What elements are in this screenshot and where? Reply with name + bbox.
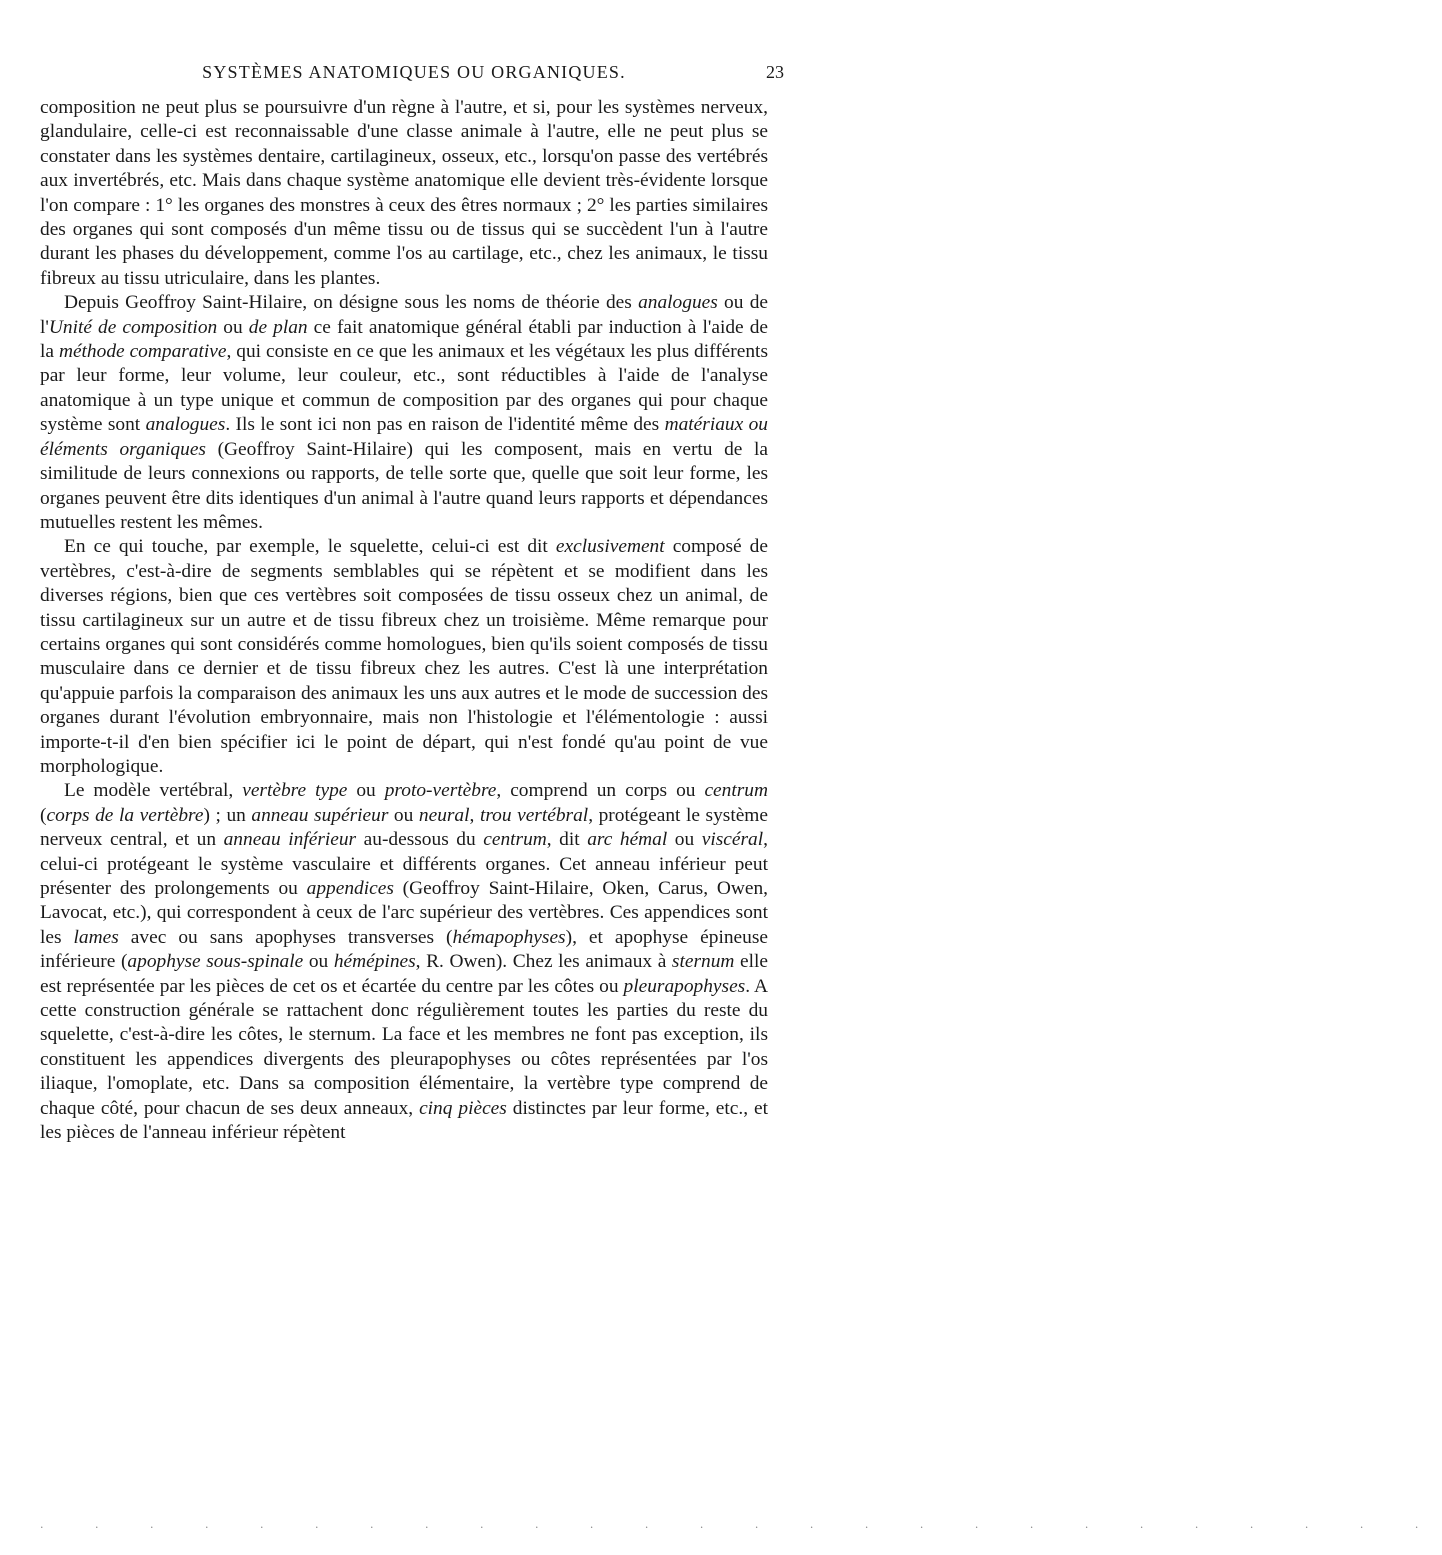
italic-run: anneau supérieur — [251, 804, 389, 826]
text-run: , qui consiste en ce que les animaux et les végétaux les plus différents par leur forme, leur volume, leur couleur, etc., sont réductibles à l'aide de l'analyse anatomique à un type unique et commun de composition par des organes qui pour chaque système sont — [40, 341, 768, 436]
text-run: , dit — [546, 829, 588, 851]
italic-run: cinq pièces — [419, 1097, 507, 1119]
italic-run: corps de la vertèbre — [46, 804, 204, 826]
italic-run: exclusivement — [555, 536, 665, 558]
paragraph-3 — [40, 535, 768, 779]
text-run: Depuis Geoffroy Saint-Hilaire, on désigne sous les noms de théorie des — [64, 292, 639, 314]
text-run: ou — [217, 316, 249, 338]
text-run: au-dessous du — [356, 829, 484, 851]
italic-run: trou vertébral — [479, 804, 589, 826]
text-run: , celui-ci protégeant le système vasculaire et différents organes. Cet anneau inférieur peut présenter des prolongements ou — [40, 829, 768, 899]
running-title: SYSTÈMES ANATOMIQUES OU ORGANIQUES. — [202, 62, 626, 82]
text-run: (Geoffroy Saint-Hilaire) qui les composent, mais en vertu de la similitude de leurs connexions ou rapports, de telle sorte que, quelle que soit leur forme, les organes peuvent être dits identiques d'un animal à l'autre quand leurs rapports et dépendances mutuelles restent les mêmes. — [40, 438, 768, 533]
text-run: . A cette construction générale se rattachent donc régulièrement toutes les parties du reste du squelette, c'est-à-dire les côtes, le sternum. La face et les membres ne font pas exception, ils constituent les appendices divergents des pleurapophyses ou côtes représentées par l'os iliaque, l'omoplate, etc. Dans sa composition élémentaire, la vertèbre type comprend de chaque côté, pour chacun de ses deux anneaux, — [40, 975, 768, 1119]
italic-run: méthode comparative — [58, 341, 227, 363]
text-run: ( — [40, 804, 47, 826]
text-run: . Ils le sont ici non pas en raison de l'identité même des — [225, 414, 665, 436]
italic-run: apophyse sous-spinale — [127, 951, 304, 973]
text-run: (Geoffroy Saint-Hilaire, Oken, Carus, Owen, Lavocat, etc.), qui correspondent à ceux de l'arc supérieur des vertèbres. Ces appendices sont les — [40, 878, 768, 948]
text-run: avec ou sans apophyses transverses ( — [118, 926, 453, 948]
page-number: 23 — [766, 62, 784, 82]
text-run: ou — [667, 829, 702, 851]
italic-run: neural — [418, 804, 470, 826]
italic-run: analogues — [638, 292, 718, 314]
text-run: , comprend un corps ou — [496, 780, 705, 802]
italic-run: de plan — [248, 316, 308, 338]
text-run: ou de l' — [40, 292, 768, 338]
text-run: ou — [388, 804, 419, 826]
text-run: ) ; un — [203, 804, 252, 826]
italic-run: pleurapophyses — [623, 975, 746, 997]
text-run: Le modèle vertébral, — [64, 780, 243, 802]
italic-run: viscéral — [701, 829, 764, 851]
italic-run: centrum — [704, 780, 768, 802]
italic-run: Unité de composition — [48, 316, 218, 338]
italic-run: matériaux ou éléments organiques — [40, 414, 768, 460]
text-run: En ce qui touche, par exemple, le squelette, celui-ci est dit — [64, 536, 556, 558]
paragraph-4 — [40, 779, 768, 1145]
italic-run: arc hémal — [587, 829, 668, 851]
running-head — [40, 62, 788, 86]
text-run: ou — [347, 780, 385, 802]
text-run: , protégeant le système nerveux central, et un — [40, 804, 768, 851]
text-run: ce fait anatomique général établi par induction à l'aide de la — [40, 316, 769, 363]
paragraph-1 — [40, 96, 768, 291]
paragraph-2 — [40, 291, 768, 535]
italic-run: vertèbre type — [242, 780, 348, 802]
text-run: , R. Owen). Chez les animaux à — [415, 951, 672, 973]
italic-run: hémapophyses — [452, 926, 566, 948]
italic-run: centrum — [483, 829, 547, 851]
italic-run: analogues — [145, 414, 226, 436]
text-run: elle est représentée par les pièces de cet os et écartée du centre par les côtes ou — [40, 951, 768, 997]
text-run: , — [469, 804, 480, 826]
page-bottom-marks: . . . . . . . . . . . . . . . . . . . . . . . . . . — [40, 1518, 1442, 1531]
italic-run: appendices — [306, 878, 394, 899]
text-run: ou — [303, 951, 334, 973]
text-run: composition ne peut plus se poursuivre d'un règne à l'autre, et si, pour les systèmes nerveux, glandulaire, celle-ci est reconnaissable d'une classe animale à l'autre, elle ne peut plus se constater dans les systèmes dentaire, cartilagineux, osseux, etc., lorsqu'on passe des vertébrés aux invertébrés, etc. Mais dans chaque système anatomique elle devient très-évidente lorsque l'on compare : 1° les organes des monstres à ceux des êtres normaux ; 2° les parties similaires des organes qui sont composés d'un même tissu ou de tissus qui se succèdent l'un à l'autre durant les phases du développement, comme l'os au cartilage, etc., chez les animaux, le tissu fibreux au tissu utriculaire, dans les plantes. — [40, 97, 768, 289]
italic-run: proto-vertèbre — [384, 780, 497, 802]
italic-run: sternum — [671, 951, 735, 973]
italic-run: hémépines — [333, 951, 416, 973]
italic-run: anneau inférieur — [223, 829, 357, 851]
text-run: ), et apophyse épineuse inférieure ( — [40, 926, 768, 973]
italic-run: lames — [73, 926, 119, 948]
text-run: composé de vertèbres, c'est-à-dire de segments semblables qui se répètent et se modifient dans les diverses régions, bien que ces vertèbres soit composées de tissu osseux chez un animal, de tissu cartilagineux sur un autre et de tissu fibreux chez un troisième. Même remarque pour certains organes qui sont considérés comme homologues, bien qu'ils soient composés de tissu musculaire dans ce dernier et de tissu fibreux chez les autres. C'est là une interprétation qu'appuie parfois la comparaison des animaux les uns aux autres et le mode de succession des organes durant l'évolution embryonnaire, mais non l'histologie et l'élémentologie : aussi importe-t-il d'en bien spécifier ici le point de départ, qui n'est fondé qu'au point de vue morphologique. — [40, 536, 768, 777]
body-text — [40, 96, 768, 1145]
text-run: distinctes par leur forme, etc., et les pièces de l'anneau inférieur répètent — [40, 1097, 768, 1144]
